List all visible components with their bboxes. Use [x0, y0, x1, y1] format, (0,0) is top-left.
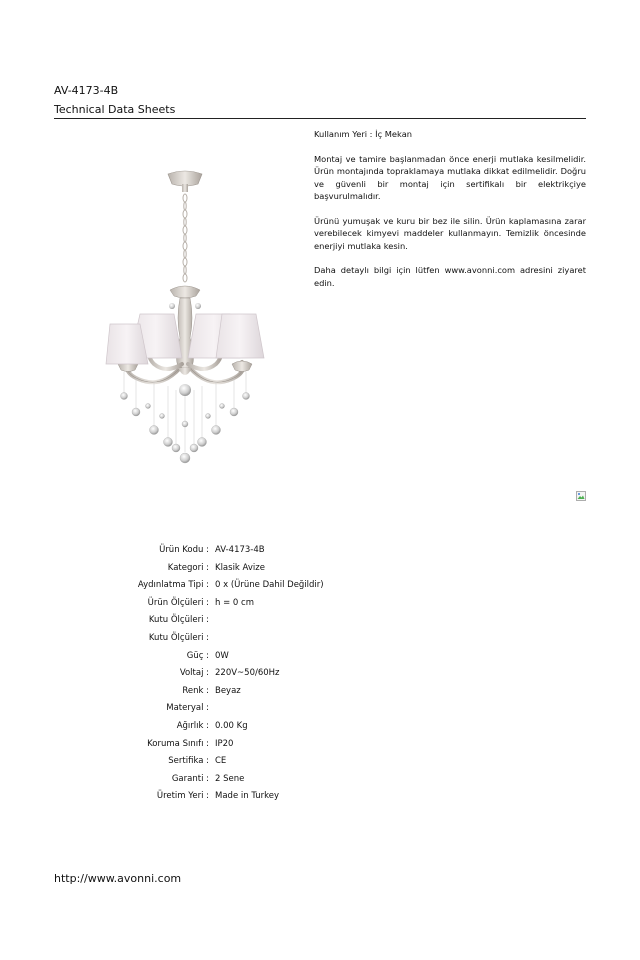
spec-value: 2 Sene — [215, 773, 245, 784]
product-code-heading: AV-4173-4B — [54, 84, 119, 97]
spec-label: Üretim Yeri : — [156, 791, 209, 802]
info-block — [314, 128, 586, 289]
spec-label: Güç : — [186, 650, 209, 661]
header-divider — [54, 118, 586, 119]
spec-label: Kutu Ölçüleri : — [148, 615, 209, 626]
spec-row — [0, 721, 640, 735]
chandelier-image — [100, 168, 270, 468]
spec-value: Beyaz — [215, 685, 241, 696]
spec-value: AV-4173-4B — [215, 545, 265, 555]
spec-value: 0 x (Ürüne Dahil Değildir) — [215, 580, 324, 591]
spec-row — [0, 615, 640, 629]
spec-label: Garanti : — [171, 773, 209, 784]
spec-row — [0, 580, 640, 594]
spec-value: h = 0 cm — [215, 597, 254, 608]
spec-label: Ürün Ölçüleri : — [147, 597, 209, 608]
spec-value: 0W — [215, 650, 229, 661]
spec-row — [0, 668, 640, 682]
spec-label: Ağırlık : — [176, 721, 209, 731]
spec-label: Kategori : — [167, 562, 209, 573]
spec-row — [0, 633, 640, 647]
spec-label: Sertifika : — [168, 756, 209, 767]
spec-row — [0, 703, 640, 717]
more-info-text: Daha detaylı bilgi için lütfen www.avonni.com adresini ziyaret edin. — [314, 265, 586, 288]
usage-text: Kullanım Yeri : İç Mekan — [314, 129, 413, 139]
footer-website-link[interactable]: http://www.avonni.com — [54, 872, 182, 885]
spec-label: Aydınlatma Tipi : — [137, 580, 209, 591]
spec-row — [0, 739, 640, 753]
warning-text: Montaj ve tamire başlanmadan önce enerji mutlaka kesilmelidir. Ürün montajında topraklamaya mutlaka dikkat edilmelidir. Doğru ve güvenli bir montaj için sertifikalı bir elektrikçiye başvurulmalıdır. — [314, 153, 586, 201]
spec-label: Kutu Ölçüleri : — [148, 633, 209, 643]
spec-label: Renk : — [182, 685, 209, 696]
spec-label: Voltaj : — [179, 668, 209, 679]
spec-value: 220V~50/60Hz — [215, 668, 280, 679]
spec-row — [0, 545, 640, 559]
spec-row — [0, 563, 640, 577]
spec-label: Ürün Kodu : — [159, 545, 209, 555]
spec-value: CE — [215, 756, 227, 767]
spec-row — [0, 774, 640, 788]
spec-label: Materyal : — [166, 703, 209, 714]
spec-value: 0.00 Kg — [215, 721, 248, 731]
document-subtitle: Technical Data Sheets — [54, 103, 176, 116]
spec-row — [0, 598, 640, 612]
spec-value: Klasik Avize — [215, 562, 265, 573]
spec-row — [0, 756, 640, 770]
spec-label: Koruma Sınıfı : — [147, 738, 209, 749]
spec-row — [0, 651, 640, 665]
cleaning-text: Ürünü yumuşak ve kuru bir bez ile silin. Ürün kaplamasına zarar verebilecek kimyevi maddeler kullanmayın. Temizlik öncesinde enerjiyi mutlaka kesin. — [314, 215, 586, 251]
broken-image-icon — [576, 491, 586, 501]
spec-row — [0, 686, 640, 700]
spec-value: Made in Turkey — [215, 791, 279, 802]
spec-row — [0, 791, 640, 805]
spec-value: IP20 — [215, 738, 234, 749]
